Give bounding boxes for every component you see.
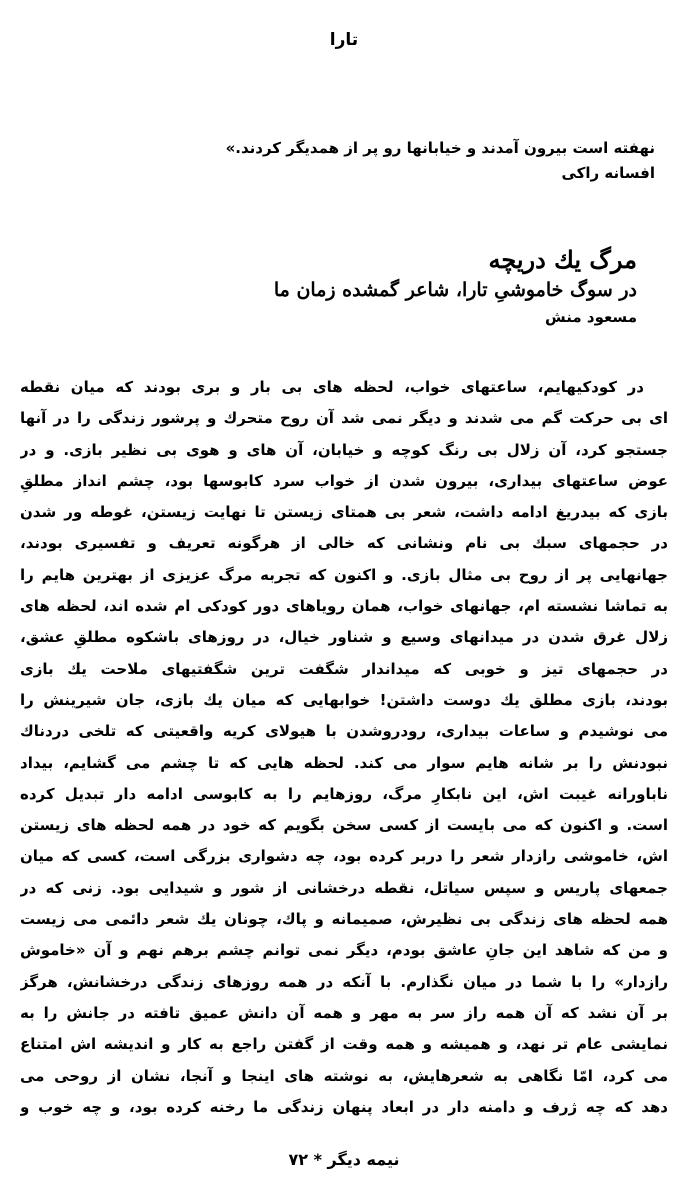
running-head: تارا bbox=[329, 30, 359, 50]
body-line: جستجو کرد، آن زلال بی رنگ کوچه و خیابان، آن های و هوی بی نظیر بازی. و در bbox=[20, 440, 668, 459]
body-line: اش، خاموشی رازدار شعر را دربر کرده بود، چه دشواری بزرگی است، کسی که میان bbox=[20, 847, 668, 866]
body-line: جمعهای پاریس و سپس سیاتل، نقطه درخشانی از شور و شیدایی بود. زنی که در bbox=[20, 878, 668, 897]
body-line: ناباورانه غیبت اش، این نابکارِ مرگ، روزهایم را به کابوسی ادامه دار تبدیل کرده bbox=[20, 784, 668, 803]
body-line: جهانهایی پر از روح بی مثال بازی. و اکنون که تجربه مرگ عزیزی از بهترین هایم را bbox=[20, 565, 668, 584]
article-heading bbox=[77, 244, 637, 330]
body-line: ای بی حرکت گم می شدند و دیگر نمی شد آن روح متحرك و پرشور زندگی را در آنها bbox=[20, 409, 668, 428]
body-line: است. و اکنون که می بایست از کسی سخن بگویم که خود در همه لحظه های زیستن bbox=[20, 816, 668, 835]
body-line: می نوشیدم و ساعات بیداری، رودروشدن با هیولای کریه واقعیتی که تلخی دردناك bbox=[20, 722, 668, 741]
article-body bbox=[20, 372, 668, 1123]
body-line: عوض ساعتهای بیداری، بیرون شدن از خواب سرد کابوسها بود، چشم انداز مطلقِ bbox=[20, 471, 668, 490]
body-line: بر آن نشد که آن همه راز سر به مهر و همه آن دانش عمیق تافته در جانش را به bbox=[20, 1003, 668, 1022]
body-line: رازدار» را با شما در میان نگذارم. با آنکه در همه روزهای زندگی درخشانش، هرگز bbox=[20, 972, 668, 991]
article-title: مرگ یك دریچه bbox=[488, 245, 637, 274]
page-footer: نیمه دیگر * ۷۲ bbox=[288, 1150, 400, 1169]
body-line: در حجمهای تیز و خوبی که میداندار شگفت ترین شگفتیهای ملاحت یك بازی bbox=[20, 659, 668, 678]
body-line: همه لحظه های زندگی بی نظیرش، صمیمانه و پاك، چونان یك شعر دائمی می زیست bbox=[20, 910, 668, 929]
body-line: می کرد، امّا نگاهی به شعرهایش، به نوشته های اینجا و آنجا، نشان از روحی می bbox=[20, 1066, 668, 1085]
quote-block bbox=[95, 136, 655, 186]
article-subtitle: در سوگ خاموشیِ تارا، شاعر گمشده زمان ما bbox=[273, 279, 637, 301]
quote-line: نهفته است بیرون آمدند و خیابانها رو پر از همدیگر کردند.» bbox=[225, 139, 655, 157]
body-line: نبودنش را بر شانه هایم سوار می کند. لحظه هایی که تا چشم می گشایم، بیداد bbox=[20, 753, 668, 772]
article-author: مسعود منش bbox=[545, 308, 637, 326]
quote-attribution: افسانه راکی bbox=[561, 164, 655, 182]
body-line: زلال غرق شدن در میدانهای وسیع و شناور خیال، در روزهای باشکوه مطلقِ عشق، bbox=[20, 628, 668, 647]
body-line: نمایشی عام تر نهد، و همیشه و همه وقت از گفتن راجع به کار و اندیشه اش امتناع bbox=[20, 1035, 668, 1054]
body-line: در کودکیهایم، ساعتهای خواب، لحظه های بی بار و بری بودند که میان نقطه bbox=[20, 378, 644, 396]
body-line: بازی که بیدریغ ادامه داشت، شعر بی همتای زیستن تا نهایت زیستن، غوطه ور شدن bbox=[20, 503, 668, 522]
body-line: و من که شاهد این جانِ عاشق بودم، دیگر نمی توانم چشم برهم نهم و آن «خاموش bbox=[20, 941, 668, 960]
body-line: بودند، بازی مطلق یك دوست داشتن! خوابهایی که میان یك بازی، جان شیرینش را bbox=[20, 690, 668, 709]
body-line: به تماشا نشسته ام، جهانهای خواب، همان رویاهای دور کودکی ام شده اند، لحظه های bbox=[20, 597, 668, 616]
body-line: در حجمهای سبك بی نام ونشانی که خالی از هرگونه تعریف و تفسیری بودند، bbox=[20, 534, 668, 553]
body-line: دهد که چه ژرف و دامنه دار در ابعاد پنهان زندگی ما رخنه کرده بود، و چه خوب و bbox=[20, 1097, 668, 1116]
